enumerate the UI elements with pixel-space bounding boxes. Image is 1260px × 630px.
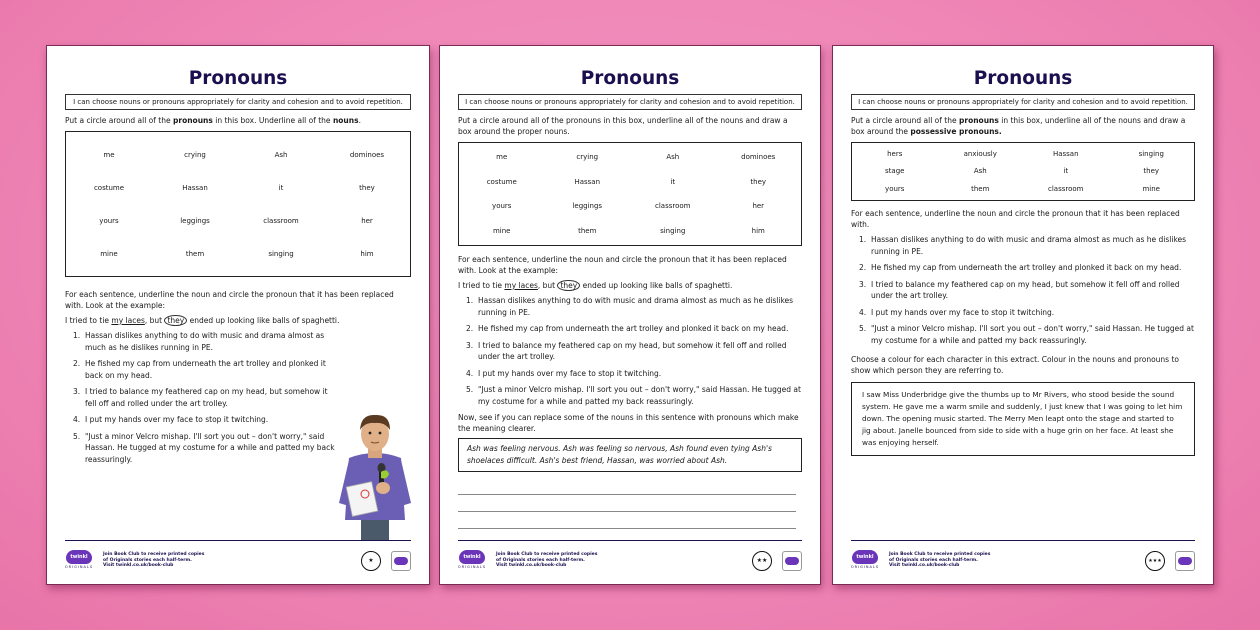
word-item[interactable]: them <box>185 249 205 258</box>
word-box <box>65 131 411 277</box>
three-star-difficulty-icon: ★★★ <box>1145 551 1165 571</box>
worksheet-page-three-star <box>832 45 1214 585</box>
word-item[interactable]: Hassan <box>182 183 208 192</box>
task1-instruction: Put a circle around all of the pronouns in this box. Underline all of the nouns. <box>65 116 361 125</box>
sentence-item: 2. He fished my cap from underneath the art trolley and plonked it back on my head. <box>73 359 326 380</box>
word-item[interactable]: singing <box>660 226 686 235</box>
answer-line[interactable] <box>458 495 796 512</box>
word-item[interactable]: her <box>752 202 765 211</box>
page-title: Pronouns <box>580 68 680 89</box>
word-item[interactable]: him <box>360 249 374 258</box>
example-pronoun: they <box>164 315 187 326</box>
word-item[interactable]: crying <box>184 150 206 159</box>
twinkl-originals-logo: twinkl ORIGINALS <box>65 550 93 572</box>
sentence-item: 4. I put my hands over my face to stop it twitching. <box>73 415 269 424</box>
task1-instruction: Put a circle around all of the pronouns in this box, underline all of the nouns and draw a box around the proper nouns. <box>458 116 788 136</box>
sentence-item: 1. Hassan dislikes anything to do with music and drama almost as much as he dislikes running in PE. <box>859 235 1187 256</box>
word-item[interactable]: Ash <box>274 150 288 159</box>
task2-instruction: For each sentence, underline the noun and circle the pronoun that it has been replaced with. Look at the example: <box>458 255 787 275</box>
word-item[interactable]: singing <box>268 249 294 258</box>
word-item[interactable]: Hassan <box>1052 149 1079 158</box>
answer-line[interactable] <box>458 478 796 495</box>
worksheet-page-one-star <box>46 45 430 585</box>
word-item[interactable]: Ash <box>666 153 680 162</box>
word-box <box>458 142 802 246</box>
page-title: Pronouns <box>973 68 1073 89</box>
word-item[interactable]: singing <box>1138 149 1164 158</box>
book-club-text: Join Book Club to receive printed copies of Originals stories each half-term. Visit twinkl.co.uk/book-club <box>103 552 205 569</box>
two-star-difficulty-icon: ★★ <box>752 551 772 571</box>
word-item[interactable]: her <box>361 216 373 225</box>
word-item[interactable]: them <box>971 185 990 194</box>
page-footer <box>65 540 411 574</box>
word-item[interactable]: classroom <box>1048 185 1084 194</box>
word-item[interactable]: yours <box>885 185 905 194</box>
task2-instruction: For each sentence, underline the noun and circle the pronoun that it has been replaced with. <box>851 209 1180 229</box>
sentence-item: 5. "Just a minor Velcro mishap. I'll sort you out – don't worry," said Hassan. He tugged at my costume for a while and patted my back reassuringly. <box>466 385 801 406</box>
word-item[interactable]: they <box>359 183 375 192</box>
word-box <box>851 142 1195 201</box>
learning-objective: I can choose nouns or pronouns appropriately for clarity and cohesion and to avoid repetition. <box>458 94 802 110</box>
sentence-item: 4. I put my hands over my face to stop it twitching. <box>466 368 662 378</box>
one-star-difficulty-icon: ★ <box>361 551 381 571</box>
task1-instruction: Put a circle around all of the pronouns in this box, underline all of the nouns and draw a box around the possessive pronouns. <box>851 116 1186 136</box>
page-title: Pronouns <box>188 68 288 89</box>
page-footer <box>458 540 802 574</box>
task3-instruction: Choose a colour for each character in this extract. Colour in the nouns and pronouns to show which person they are referring to. <box>851 355 1179 375</box>
task3-instruction: Now, see if you can replace some of the nouns in this sentence with pronouns which make the meaning clearer. <box>458 413 799 433</box>
word-item[interactable]: mine <box>100 249 118 258</box>
word-item[interactable]: hers <box>887 149 903 158</box>
word-item[interactable]: it <box>278 183 284 192</box>
word-item[interactable]: me <box>103 150 115 159</box>
hassan-character-illustration <box>335 408 415 540</box>
word-item[interactable]: costume <box>486 177 517 186</box>
sentence-item: 5. "Just a minor Velcro mishap. I'll sort you out – don't worry," said Hassan. He tugged at my costume for a while and patted my back reassuringly. <box>859 324 1194 345</box>
word-item[interactable]: Ash <box>973 167 987 176</box>
sentence-item: 3. I tried to balance my feathered cap on my head, but somehow it fell off and rolled under the art trolley. <box>466 340 787 361</box>
learning-objective: I can choose nouns or pronouns appropriately for clarity and cohesion and to avoid repetition. <box>851 94 1195 110</box>
word-item[interactable]: Hassan <box>574 177 601 186</box>
example-noun: my laces <box>111 316 145 325</box>
word-item[interactable]: classroom <box>263 216 299 225</box>
twinkl-quality-badge-icon <box>782 551 802 571</box>
sentence-item: 3. I tried to balance my feathered cap on my head, but somehow it fell off and rolled under the art trolley. <box>73 387 328 408</box>
word-item[interactable]: leggings <box>572 202 603 211</box>
sentence-item: 3. I tried to balance my feathered cap on my head, but somehow it fell off and rolled under the art trolley. <box>859 279 1180 300</box>
word-item[interactable]: they <box>1143 167 1160 176</box>
word-item[interactable]: mine <box>1142 185 1160 194</box>
sentence-item: 2. He fished my cap from underneath the art trolley and plonked it back on my head. <box>859 263 1182 272</box>
answer-line[interactable] <box>458 512 796 529</box>
worksheet-page-two-star <box>439 45 821 585</box>
learning-objective: I can choose nouns or pronouns appropriately for clarity and cohesion and to avoid repetition. <box>65 94 411 110</box>
word-item[interactable]: me <box>496 153 508 162</box>
page-footer <box>851 540 1195 574</box>
word-item[interactable]: classroom <box>655 202 691 211</box>
example-sentence: I tried to tie my laces, but they ended up looking like balls of spaghetti. <box>458 281 733 290</box>
word-item[interactable]: yours <box>492 202 512 211</box>
twinkl-quality-badge-icon <box>391 551 411 571</box>
word-item[interactable]: crying <box>576 153 599 162</box>
extract-box: I saw Miss Underbridge give the thumbs up to Mr Rivers, who stood beside the sound system. He gave me a warm smile and suddenly, I just knew that I was going to let him down. The opening music started. The Merry Men leapt onto the stage and started to jig about. Janelle bounced from side to side with a huge grin on her face. At least she was enjoying herself. <box>851 382 1195 456</box>
sentence-item: 1. Hassan dislikes anything to do with music and drama almost as much as he dislikes running in PE. <box>73 331 325 352</box>
twinkl-originals-logo: twinkl ORIGINALS <box>851 550 879 572</box>
word-item[interactable]: yours <box>99 216 119 225</box>
passage-box: Ash was feeling nervous. Ash was feeling so nervous, Ash found even tying Ash's shoelaces difficult. Ash's best friend, Hassan, was worried about Ash. <box>458 438 802 472</box>
word-item[interactable]: dominoes <box>349 150 385 159</box>
word-item[interactable]: him <box>751 226 765 235</box>
sentence-item: 5. "Just a minor Velcro mishap. I'll sort you out – don't worry," said Hassan. He tugged at my costume for a while and patted my back reassuringly. <box>73 431 335 464</box>
example-sentence: I tried to tie my laces, but they ended up looking like balls of spaghetti. <box>65 316 340 325</box>
word-item[interactable]: mine <box>492 226 511 235</box>
sentence-list <box>458 295 802 407</box>
word-item[interactable]: dominoes <box>741 153 776 162</box>
word-item[interactable]: it <box>1063 167 1069 176</box>
example-noun: my laces <box>504 281 538 290</box>
twinkl-quality-badge-icon <box>1175 551 1195 571</box>
sentence-item: 4. I put my hands over my face to stop it twitching. <box>859 307 1055 317</box>
word-item[interactable]: leggings <box>180 216 210 225</box>
answer-lines <box>458 478 802 529</box>
word-item[interactable]: costume <box>93 183 125 192</box>
sentence-list <box>851 234 1195 346</box>
example-pronoun: they <box>557 280 580 291</box>
word-item[interactable]: they <box>750 177 767 186</box>
word-item[interactable]: them <box>578 226 597 235</box>
book-club-text: Join Book Club to receive printed copies of Originals stories each half-term. Visit twinkl.co.uk/book-club <box>496 552 598 569</box>
word-item[interactable]: anxiously <box>963 149 997 158</box>
sentence-item: 2. He fished my cap from underneath the art trolley and plonked it back on my head. <box>466 324 789 333</box>
word-item[interactable]: stage <box>885 167 905 176</box>
task2-instruction: For each sentence, underline the noun and circle the pronoun that it has been replaced with. Look at the example: <box>65 290 394 310</box>
twinkl-originals-logo: twinkl ORIGINALS <box>458 550 486 572</box>
book-club-text: Join Book Club to receive printed copies of Originals stories each half-term. Visit twinkl.co.uk/book-club <box>889 552 991 569</box>
word-item[interactable]: it <box>670 177 676 186</box>
sentence-item: 1. Hassan dislikes anything to do with music and drama almost as much as he dislikes running in PE. <box>466 296 794 317</box>
